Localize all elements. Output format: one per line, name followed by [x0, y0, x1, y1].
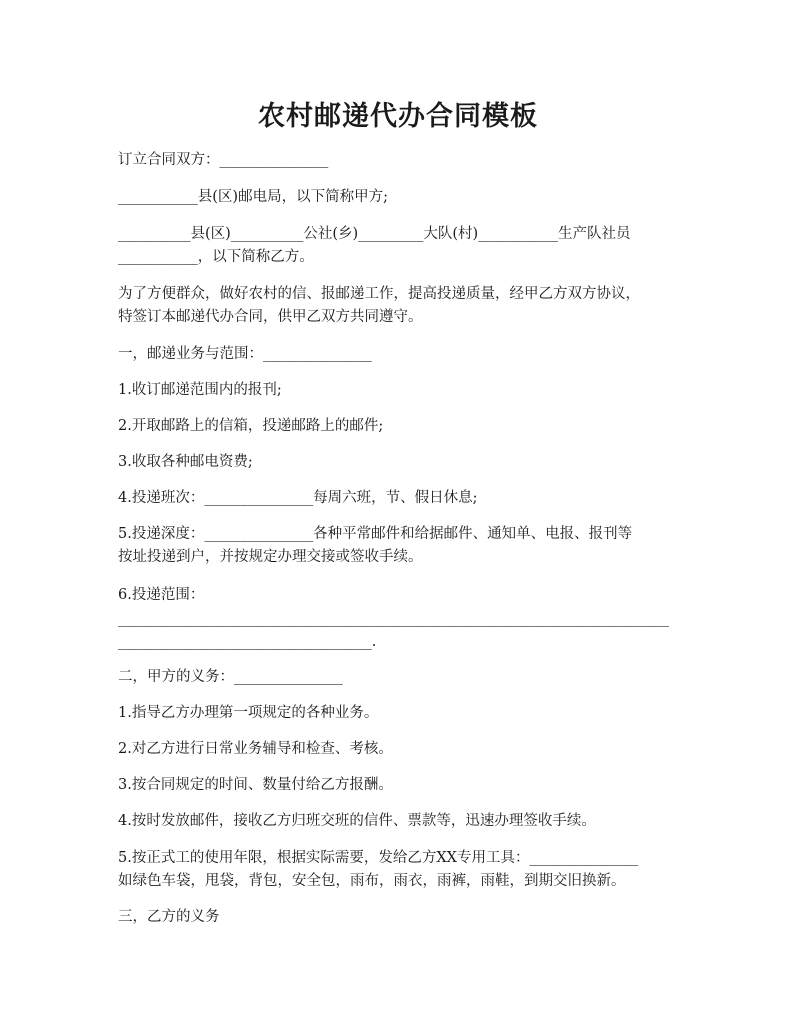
document-title: 农村邮递代办合同模板	[258, 101, 538, 132]
section-2-item-3: 3.按合同规定的时间、数量付给乙方报酬。	[118, 777, 393, 793]
section-2-heading: 二，甲方的义务：_______________	[118, 669, 343, 685]
section-1-item-6-blank-1: ____________________________________________________________________________	[118, 611, 669, 627]
section-2-item-2: 2.对乙方进行日常业务辅导和检查、考核。	[118, 741, 393, 757]
section-3-heading: 三，乙方的义务	[118, 909, 220, 925]
party-a-line: ___________县(区)邮电局，以下简称甲方;	[118, 189, 388, 205]
section-1-item-5-line-2: 按址投递到户，并按规定办理交接或签收手续。	[118, 549, 423, 565]
section-1-item-2: 2.开取邮路上的信箱，投递邮路上的邮件;	[118, 418, 384, 434]
section-1-item-4: 4.投递班次：_______________每周六班，节、假日休息;	[118, 490, 478, 506]
section-1-heading: 一，邮递业务与范围：_______________	[118, 346, 372, 362]
party-b-line-1: __________县(区)__________公社(乡)_________大队(村)___________生产队社员	[118, 226, 631, 242]
party-b-line-2: ___________，以下简称乙方。	[118, 249, 314, 265]
section-1-item-1: 1.收订邮递范围内的报刊;	[118, 382, 282, 398]
section-1-item-5-line-1: 5.投递深度：_______________各种平常邮件和给据邮件、通知单、电报、报刊等	[118, 526, 633, 542]
section-1-item-6-blank-2: ___________________________________.	[118, 634, 377, 650]
section-2-item-5-line-1: 5.按正式工的使用年限，根据实际需要，发给乙方XX专用工具：_______________	[118, 850, 639, 866]
section-1-item-6: 6.投递范围：	[118, 587, 205, 603]
section-1-item-3: 3.收取各种邮电资费;	[118, 454, 253, 470]
preamble-line-1: 为了方便群众，做好农村的信、报邮递工作，提高投递质量，经甲乙方双方协议，	[118, 286, 640, 302]
section-2-item-5-line-2: 如绿色车袋，甩袋，背包，安全包，雨布，雨衣，雨裤，雨鞋，到期交旧换新。	[118, 873, 626, 889]
section-2-item-1: 1.指导乙方办理第一项规定的各种业务。	[118, 705, 379, 721]
section-2-item-4: 4.按时发放邮件，接收乙方归班交班的信件、票款等，迅速办理签收手续。	[118, 813, 596, 829]
contract-parties-line: 订立合同双方：_______________	[118, 152, 329, 168]
preamble-line-2: 特签订本邮递代办合同，供甲乙双方共同遵守。	[118, 309, 423, 325]
